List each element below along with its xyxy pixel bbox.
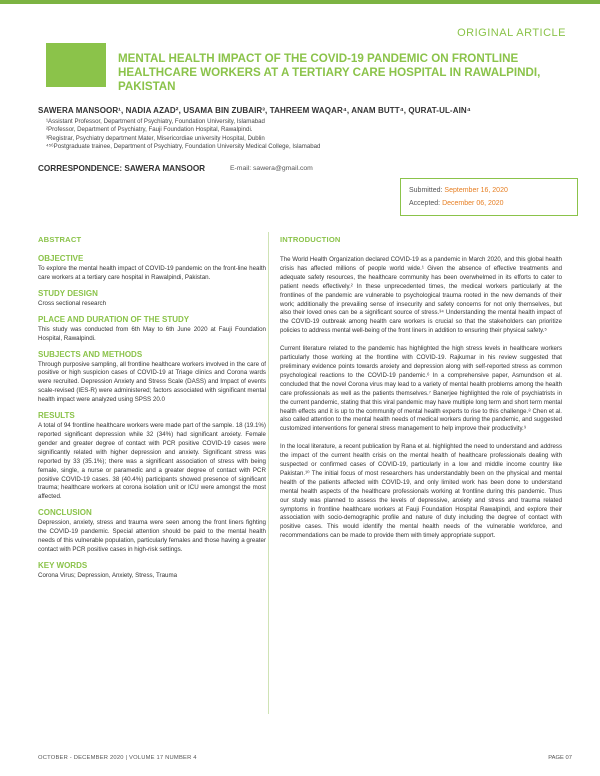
article-type-label: ORIGINAL ARTICLE (457, 27, 566, 39)
article-title: MENTAL HEALTH IMPACT OF THE COVID-19 PANDEMIC ON FRONTLINE HEALTHCARE WORKERS AT A TERTIARY CARE HOSPITAL IN RAWALPINDI, PAKISTAN (118, 52, 541, 93)
intro-paragraph-1: The World Health Organization declared COVID-19 as a pandemic in March 2020, and this global health crisis has affected millions of people world wide.¹ Given the absence of effective treatments and adequate safety resources, the healthcare community has been overwhelmed in its efforts to cater to patient needs effectively.² In these unprecedented times, the medical workers particularly at the frontlines of the pandemic are vulnerable to psychological trauma rooted in the new demands of their work; additionally the prevailing sense of insecurity and safety concerns for not only themselves, but also their loved ones can be a significant source of stress.³⁴ Understanding the mental health impact of the COVID-19 outbreak among health care workers is crucial so that the stakeholders can prioritize policies to address mental well-being of the front liners in addition to ensuring their physical safety.⁵ (280, 256, 562, 335)
place-heading: PLACE AND DURATION OF THE STUDY (38, 314, 190, 324)
methods-heading: SUBJECTS AND METHODS (38, 349, 143, 359)
intro-paragraph-3: In the local literature, a recent publication by Rana et al. highlighted the need to understand and address the impact of the current health crisis on the mental health of healthcare professionals dealing with suspected or confirmed cases of COVID-19, particularly in a low and middle income country like Pakistan.¹⁰ The initial focus of most researchers has understandably been on the physical and mental health of the patients affected with COVID-19, and only limited work has been done to understand mental health aspects of the healthcare professionals working at frontline during this pandemic. Thus our study was planned to assess the levels of depressive, anxiety and stress and trauma related symptoms in frontline healthcare workers at Fauji Foundation Hospital Rawalpindi, and explore their association with socio-demographic profile and nature of duty including the degree of contact with positive cases. This would identify the mental health needs of the vulnerable workforce, and recommendations can be made to provide them with timely appropriate support. (280, 443, 562, 540)
footer-page-number: PAGE 07 (548, 755, 572, 761)
submitted-label: Submitted: (409, 187, 443, 194)
conclusion-text: Depression, anxiety, stress and trauma were seen among the front liners fighting the COVID-19 pandemic. Special attention should be paid to the mental health needs of this vulnerable population, particularly females and those having a greater contact with PCR positive cases in high-risk settings. (38, 519, 266, 553)
accepted-label: Accepted: (409, 200, 441, 207)
objective-text: To explore the mental health impact of COVID-19 pandemic on the front-line health care workers at a tertiary care hospital in Rawalpindi, Pakistan. (38, 265, 266, 281)
affiliation-1: ¹Assistant Professor, Department of Psychiatry, Foundation University, Islamabad (46, 118, 265, 125)
keywords-heading: KEY WORDS (38, 560, 88, 570)
footer-issue-info: OCTOBER - DECEMBER 2020 | VOLUME 17 NUMBER 4 (38, 755, 197, 761)
abstract-heading: ABSTRACT (38, 235, 82, 244)
objective-heading: OBJECTIVE (38, 254, 84, 263)
submitted-date: September 16, 2020 (444, 187, 508, 194)
affiliations (46, 118, 526, 152)
design-heading: STUDY DESIGN (38, 288, 98, 298)
keywords-text: Corona Virus; Depression, Anxiety, Stress, Trauma (38, 571, 178, 579)
author-list: SAWERA MANSOOR¹, NADIA AZAD², USAMA BIN ZUBAIR³, TAHREEM WAQAR⁴, ANAM BUTT⁴, QURAT-UL-AIN⁴ (38, 106, 471, 115)
introduction-column (280, 235, 562, 550)
results-text: A total of 94 frontline healthcare workers were made part of the sample. 18 (19.1%) reported significant depression while 32 (34%) had significant anxiety. Female gender and greater degree of contact with PCR positive COVID-19 cases were significantly related with higher depression and anxiety. Significant stress was reported by 33 (35.1%); there was a significant association of stress with being female, single, a nurse or paramedic and a greater degree of contact with PCR positive COVID-19 cases. 38 (40.4%) participants showed presence of significant trauma; healthcare workers at corona isolation unit or ICU were amongst the most affected. (38, 422, 266, 501)
dates-box (400, 178, 578, 216)
introduction-heading: INTRODUCTION (280, 235, 341, 244)
place-text: This study was conducted from 6th May to 6th June 2020 at Fauji Foundation Hospital, Rawalpindi. (38, 325, 266, 342)
correspondence-email: E-mail: sawera@gmail.com (230, 165, 313, 172)
correspondence-label: CORRESPONDENCE: SAWERA MANSOOR (38, 164, 206, 173)
affiliation-4: ⁴⁵⁶Postgraduate trainee, Department of Psychiatry, Foundation University Medical College, Islamabad (46, 143, 321, 151)
affiliation-2: ²Professor, Department of Psychiatry, Fauji Foundation Hospital, Rawalpindi. (46, 126, 253, 134)
column-divider (268, 232, 269, 714)
title-accent-block (46, 43, 106, 87)
results-heading: RESULTS (38, 411, 75, 421)
affiliation-3: ³Registrar, Psychiatry department Mater, Misericordiae university Hospital, Dublin (46, 134, 265, 142)
design-text: Cross sectional research (38, 299, 107, 307)
accepted-date: December 06, 2020 (442, 200, 504, 207)
conclusion-heading: CONCLUSION (38, 508, 92, 518)
intro-paragraph-2: Current literature related to the pandemic has highlighted the high stress levels in healthcare workers particularly those working at the frontline with COVID-19. Rajkumar in his review suggested that preliminary evidence points towards anxiety and depression along with self-reported stress as common psychological reactions to the COVID-19 pandemic.⁶ In a comprehensive paper, Asmundson et al. concluded that the novel Corona virus may lead to a variety of mental health problems among the health care professionals as well as the patients themselves.⁷ Banerjee highlighted the role of psychiatrists in the current pandemic, stating that this viral pandemic may have multiple long term and short term mental health effects and it is up to the community of mental health experts to rise to this challenge.⁸ Chen et al. also called attention to the mental health needs of medical workers during the pandemic, and suggested customized interventions for general stress management to help improve their productivity.⁹ (280, 345, 562, 433)
top-accent-bar (0, 0, 600, 4)
abstract-column (38, 235, 266, 581)
methods-text: Through purposive sampling, all frontline healthcare workers involved in the care of positive or high suspicion cases of COVID-19 at Triage clinics and Corona wards were recruited. Depression Anxiety and Stress Scale (DASS) and Impact of events scale-revised (IES-R) were administered; factors associated with significant mental health impact were analyzed using SPSS 20.0 (38, 360, 266, 404)
